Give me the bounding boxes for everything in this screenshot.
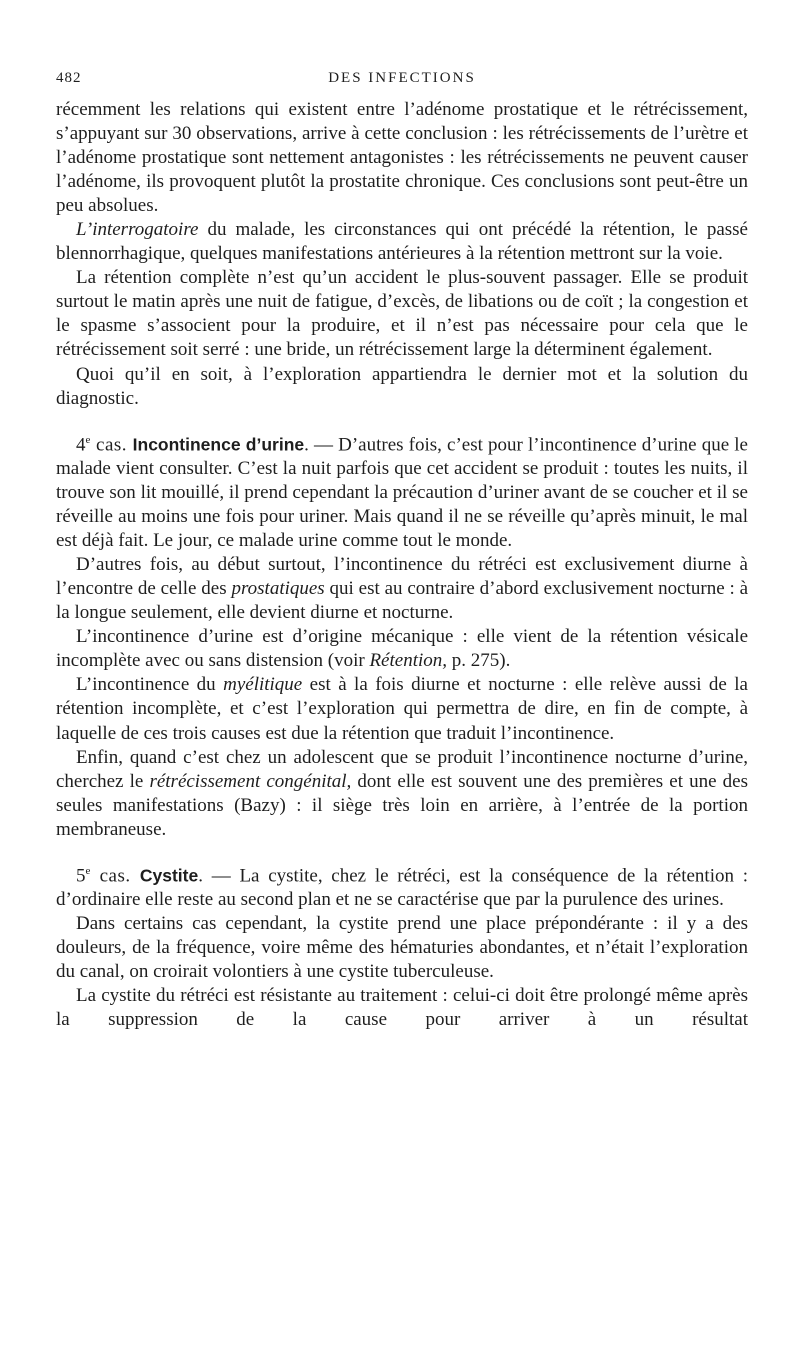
paragraph: L’incontinence du myélitique est à la fois diurne et nocturne : elle relève aussi de la rétention incomplète, et c’est l’exploration qui permettra de dire, en fin de compte, à laquelle de ces trois causes est due la rétention que traduit l’incontinence. bbox=[56, 674, 748, 744]
page-number: 482 bbox=[56, 70, 82, 86]
page-body bbox=[56, 98, 748, 1032]
section-heading: Cystite bbox=[139, 865, 199, 886]
paragraph: La rétention complète n’est qu’un accident le plus-souvent passager. Elle se produit surtout le matin après une nuit de fatigue, d’excès, de libations ou de coït ; la congestion et le spasme s’associent pour la produire, et il n’est pas nécessaire pour cela que le rétrécissement soit serré : une bride, un rétrécissement large la déterminent également. bbox=[56, 267, 748, 361]
paragraph: L’incontinence d’urine est d’origine mécanique : elle vient de la rétention vésicale incomplète avec ou sans distension (voir Rétention, p. 275). bbox=[56, 626, 748, 672]
paragraph: Enfin, quand c’est chez un adolescent que se produit l’incontinence nocturne d’urine, cherchez le rétrécissement congénital, dont elle est souvent une des premières et une des seules manifestations (Bazy) : il siège très loin en arrière, à l’entrée de la portion membraneuse. bbox=[56, 746, 748, 840]
running-title: DES INFECTIONS bbox=[328, 70, 476, 86]
paragraph: La cystite du rétréci est résistante au traitement : celui-ci doit être prolongé même après la suppression de la cause pour arriver à un résultat bbox=[56, 985, 748, 1031]
section-paragraph-incontinence: 4e cas. Incontinence d’urine. — D’autres fois, c’est pour l’incontinence d’urine que le malade vient consulter. C’est la nuit parfois que cet accident se produit : toutes les nuits, il trouve son lit mouillé, il prend cependant la précaution d’uriner avant de se coucher et il se réveille au moins une fois pour uriner. Mais quand il ne se réveille qu’après minuit, le mal est déjà fait. Le jour, ce malade urine comme tout le monde. bbox=[56, 433, 748, 552]
paragraph: Dans certains cas cependant, la cystite prend une place prépondérante : il y a des douleurs, de la fréquence, voire même des hématuries abondantes, et n’était l’exploration du canal, on croirait volontiers à une cystite tuberculeuse. bbox=[56, 913, 748, 983]
page-header bbox=[56, 70, 748, 92]
paragraph: Quoi qu’il en soit, à l’exploration appartiendra le dernier mot et la solution du diagnostic. bbox=[56, 363, 748, 409]
section-paragraph-cystite: 5e cas. Cystite. — La cystite, chez le rétréci, est la conséquence de la rétention : d’ordinaire elle reste au second plan et ne se caractérise que par la purulence des urines. bbox=[56, 864, 748, 911]
paragraph: récemment les relations qui existent entre l’adénome prostatique et le rétrécissement, s’appuyant sur 30 observations, arrive à cette conclusion : les rétrécissements de l’urètre et l’adénome prostatique sont nettement antagonistes : les rétrécissements ne peuvent causer l’adénome, ils provoquent plutôt la prostatite chronique. Ces conclusions sont peut-être un peu absolues. bbox=[56, 99, 748, 217]
paragraph: D’autres fois, au début surtout, l’incontinence du rétréci est exclusivement diurne à l’encontre de celle des prostatiques qui est au contraire d’abord exclusivement nocturne : à la longue seulement, elle devient diurne et nocturne. bbox=[56, 554, 748, 624]
paragraph: L’interrogatoire du malade, les circonstances qui ont précédé la rétention, le passé blennorrhagique, quelques manifestations antérieures à la rétention mettront sur la voie. bbox=[56, 219, 748, 265]
section-heading: Incontinence d’urine bbox=[132, 433, 305, 454]
